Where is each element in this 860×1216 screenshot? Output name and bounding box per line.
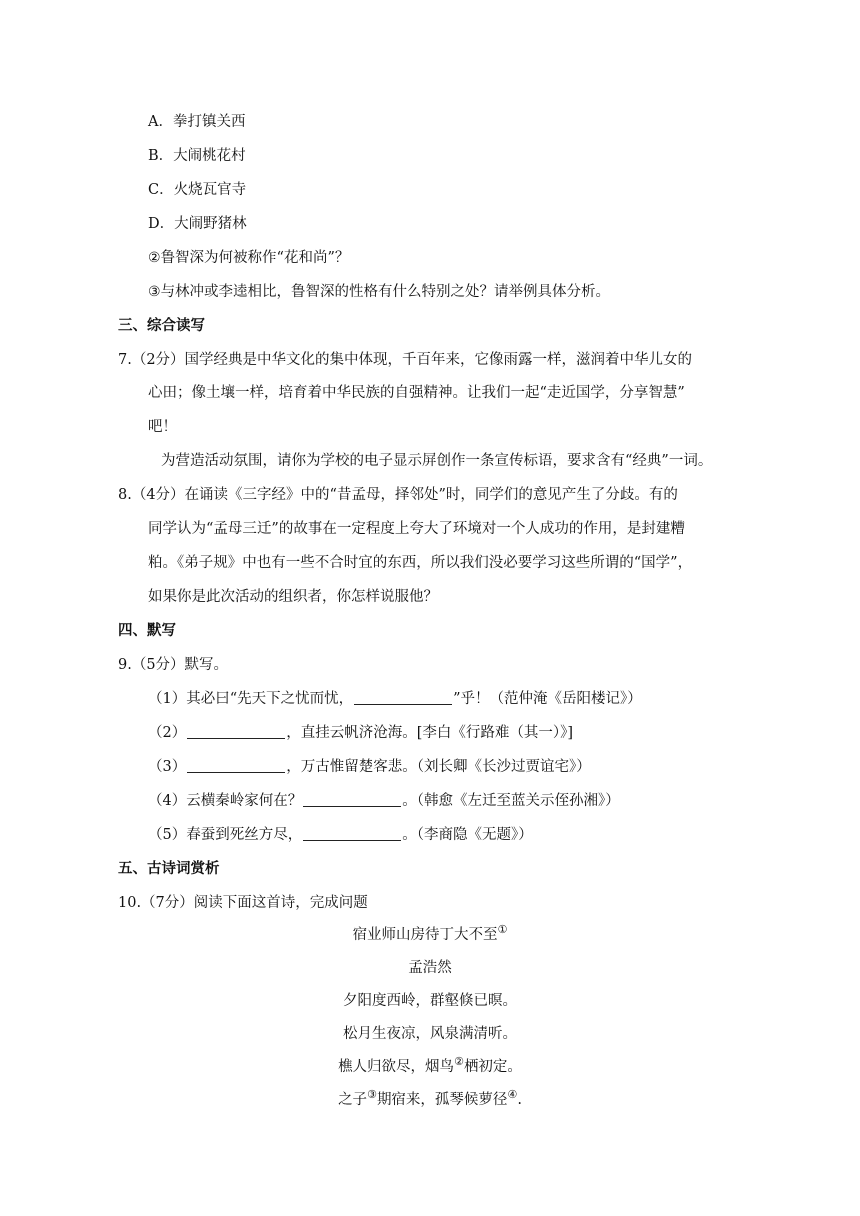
q8-line-4: 如果你是此次活动的组织者，你怎样说服他？ (148, 589, 438, 605)
q9-head: 9.（5分）默写。 (118, 657, 229, 673)
fill-blank[interactable] (303, 792, 401, 807)
poem-line-2: 松月生夜凉，风泉满清听。 (343, 1026, 517, 1042)
fill-blank[interactable] (187, 758, 285, 773)
circled-3-mark: ③ (148, 284, 161, 300)
q7-line-2: 心田；像土壤一样，培育着中华民族的自强精神。让我们一起“走近国学，分享智慧” (148, 385, 685, 401)
fill-blank[interactable] (187, 724, 285, 739)
q8-line-1: 8.（4分）在诵读《三字经》中的“昔孟母，择邻处”时，同学们的意见产生了分歧。有的 (118, 487, 678, 503)
footnote-1-mark: ① (497, 923, 508, 936)
q10-head: 10.（7分）阅读下面这首诗，完成问题 (118, 895, 368, 911)
q6-sub3-text: 与林冲或李逵相比，鲁智深的性格有什么特别之处？请举例具体分析。 (160, 284, 611, 300)
circled-2-mark: ② (148, 250, 161, 266)
poem-line-1: 夕阳度西岭，群壑倏已暝。 (343, 993, 517, 1009)
fill-blank[interactable] (303, 826, 401, 841)
fill-blank[interactable] (354, 690, 452, 705)
option-c: C．火烧瓦官寺 (148, 182, 247, 198)
footnote-2-mark: ② (454, 1055, 464, 1068)
q8-line-3: 粕。《弟子规》中也有一些不合时宜的东西，所以我们没必要学习这些所谓的“国学”， (148, 555, 693, 571)
q9-item-4: （4）云横秦岭家何在？ 。（韩愈《左迁至蓝关示侄孙湘》） (148, 793, 620, 809)
section-4-heading: 四、默写 (118, 623, 176, 639)
q7-line-3: 吧！ (148, 419, 177, 435)
option-a: A．拳打镇关西 (148, 114, 246, 130)
q9-item-2: （2） ，直挂云帆济沧海。[李白《行路难（其一）》] (148, 725, 574, 741)
q6-sub3 (148, 282, 610, 302)
poem-title: 宿业师山房待丁大不至① (352, 923, 508, 943)
poem-author: 孟浩然 (408, 960, 452, 976)
option-b: B．大闹桃花村 (148, 148, 246, 164)
q6-sub2 (148, 248, 349, 268)
q9-item-5: （5）春蚕到死丝方尽， 。（李商隐《无题》） (148, 827, 533, 843)
q7-line-4: 为营造活动氛围，请你为学校的电子显示屏创作一条宣传标语，要求含有“经典”一词。 (161, 453, 713, 469)
q8-line-2: 同学认为“孟母三迁”的故事在一定程度上夸大了环境对一个人成功的作用，是封建糟 (148, 521, 685, 537)
footnote-3-mark: ③ (367, 1088, 377, 1101)
q6-sub2-text: 鲁智深为何被称作“花和尚”？ (160, 250, 350, 266)
poem-line-4: 之子③期宿来，孤琴候萝径④. (338, 1088, 522, 1108)
q9-item-1: （1）其必曰“先天下之忧而忧， ”乎！（范仲淹《岳阳楼记》） (148, 691, 642, 707)
q7-line-1: 7.（2分）国学经典是中华文化的集中体现，千百年来，它像雨露一样，滋润着中华儿女的 (118, 352, 693, 368)
section-5-heading: 五、古诗词赏析 (118, 861, 220, 877)
q9-item-3: （3） ，万古惟留楚客悲。（刘长卿《长沙过贾谊宅》） (148, 759, 591, 775)
option-d: D．大闹野猪林 (148, 216, 247, 232)
section-3-heading: 三、综合读写 (118, 318, 205, 334)
footnote-4-mark: ④ (507, 1088, 518, 1101)
poem-line-3: 樵人归欲尽，烟鸟②栖初定。 (338, 1055, 522, 1075)
